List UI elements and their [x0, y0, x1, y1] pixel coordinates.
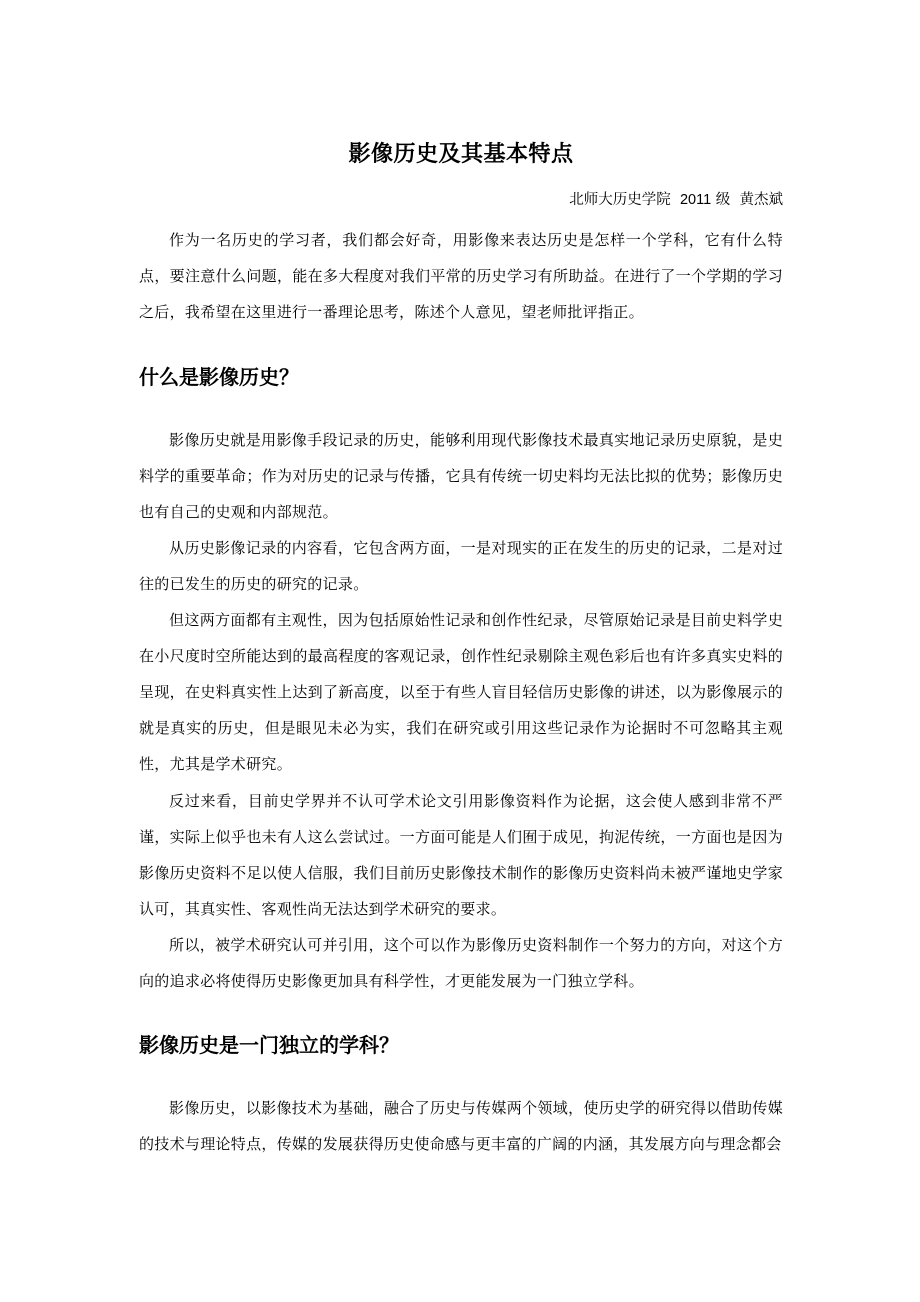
document-title: 影像历史及其基本特点: [348, 142, 574, 167]
section-1-paragraph-4: 反过来看，目前史学界并不认可学术论文引用影像资料作为论据，这会使人感到非常不严谨，实际上似乎也未有人这么尝试过。一方面可能是人们囿于成见，拘泥传统，一方面也是因为影像历史资料不足以使人信服，我们目前历史影像技术制作的影像历史资料尚未被严谨地史学家认可，其真实性、客观性尚无法达到学术研究的要求。: [139, 792, 783, 918]
section-2-paragraph-1: 影像历史，以影像技术为基础，融合了历史与传媒两个领域，使历史学的研究得以借助传媒的技术与理论特点，传媒的发展获得历史使命感与更丰富的广阔的内涵，其发展方向与理念都会: [139, 1099, 783, 1153]
byline-author: 黄杰斌: [739, 192, 783, 208]
intro-paragraph: 作为一名历史的学习者，我们都会好奇，用影像来表达历史是怎样一个学科，它有什么特点，要注意什么问题，能在多大程度对我们平常的历史学习有所助益。在进行了一个学期的学习之后，我希望在这里进行一番理论思考，陈述个人意见，望老师批评指正。: [139, 231, 783, 321]
byline-school: 北师大历史学院: [569, 192, 671, 208]
section-heading-what-is: 什么是影像历史？: [139, 365, 299, 389]
section-1-paragraph-3: 但这两方面都有主观性，因为包括原始性记录和创作性纪录，尽管原始记录是目前史料学史在小尺度时空所能达到的最高程度的客观记录，创作性纪录剔除主观色彩后也有许多真实史料的呈现，在史料真实性上达到了新高度，以至于有些人盲目轻信历史影像的讲述，以为影像展示的就是真实的历史，但是眼见未必为实，我们在研究或引用这些记录作为论据时不可忽略其主观性，尤其是学术研究。: [139, 611, 783, 773]
section-1-paragraph-1: 影像历史就是用影像手段记录的历史，能够利用现代影像技术最真实地记录历史原貌，是史料学的重要革命；作为对历史的记录与传播，它具有传统一切史料均无法比拟的优势；影像历史也有自己的史观和内部规范。: [139, 431, 783, 521]
byline-year: 2011: [679, 192, 712, 208]
author-byline: [139, 188, 783, 212]
section-heading-independent-discipline: 影像历史是一门独立的学科？: [139, 1033, 399, 1057]
section-1-paragraph-2: 从历史影像记录的内容看，它包含两方面，一是对现实的正在发生的历史的记录，二是对过往的已发生的历史的研究的记录。: [139, 539, 783, 593]
section-1-paragraph-5: 所以，被学术研究认可并引用，这个可以作为影像历史资料制作一个努力的方向，对这个方向的追求必将使得历史影像更加具有科学性，才更能发展为一门独立学科。: [139, 936, 783, 990]
byline-grade-suffix: 级: [715, 192, 731, 208]
